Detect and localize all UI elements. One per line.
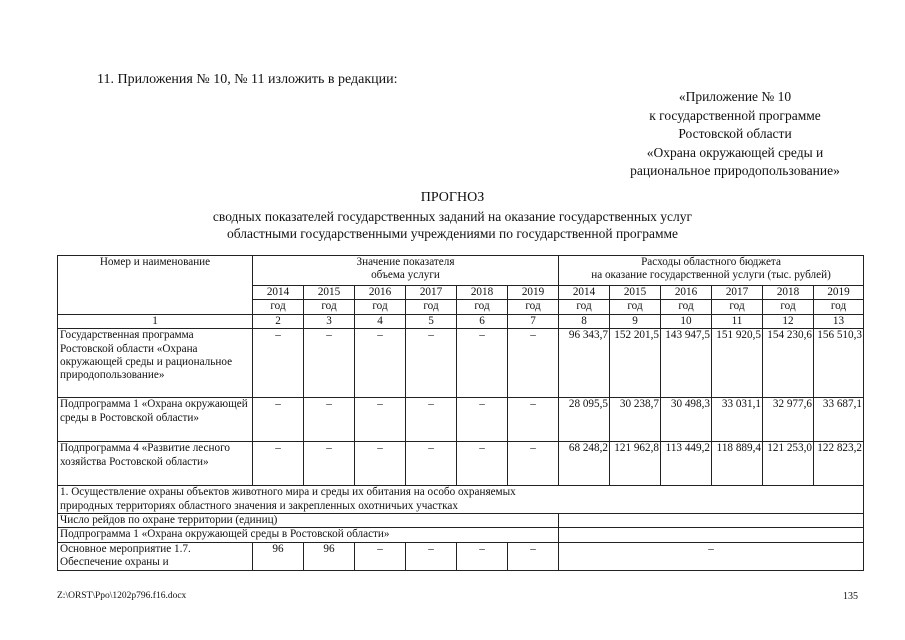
appendix-line: к государственной программе bbox=[649, 107, 821, 123]
value-cell: – bbox=[355, 442, 406, 486]
header-name-cell: Номер и наименование bbox=[58, 256, 253, 315]
column-number-cell: 12 bbox=[763, 314, 814, 328]
column-number-row bbox=[58, 314, 864, 328]
header-row bbox=[58, 256, 864, 286]
year-cell: 2014 bbox=[253, 286, 304, 300]
year-word-cell: год bbox=[253, 300, 304, 314]
value-cell: – bbox=[406, 398, 457, 442]
value-cell: – bbox=[508, 329, 559, 398]
intro-text: 11. Приложения № 10, № 11 изложить в редакции: bbox=[97, 72, 398, 87]
value-cell: 96 bbox=[253, 542, 304, 570]
indicator-row bbox=[58, 514, 864, 528]
budget-cell: 30 498,3 bbox=[661, 398, 712, 442]
value-cell: – bbox=[508, 542, 559, 570]
column-number-cell: 9 bbox=[610, 314, 661, 328]
year-word-cell: год bbox=[661, 300, 712, 314]
subprogram-row bbox=[58, 528, 864, 542]
year-cell: 2015 bbox=[304, 286, 355, 300]
budget-cell: 96 343,7 bbox=[559, 329, 610, 398]
header-budget-line: на оказание государственной услуги (тыс. рублей) bbox=[591, 269, 831, 282]
column-number-cell: 5 bbox=[406, 314, 457, 328]
column-number-cell: 7 bbox=[508, 314, 559, 328]
value-cell: – bbox=[253, 442, 304, 486]
row-name-cell: Государственная программа Ростовской области «Охрана окружающей среды и рациональное природопользование» bbox=[58, 329, 253, 398]
budget-cell: 113 449,2 bbox=[661, 442, 712, 486]
value-cell: – bbox=[304, 329, 355, 398]
page-number: 135 bbox=[843, 591, 858, 602]
year-cell: 2014 bbox=[559, 286, 610, 300]
column-number-cell: 1 bbox=[58, 314, 253, 328]
header-value-line: Значение показателя bbox=[356, 256, 455, 268]
column-number-cell: 8 bbox=[559, 314, 610, 328]
service-title-line: природных территориях областного значения и закрепленных охотничьих участках bbox=[60, 499, 458, 512]
table-row bbox=[58, 398, 864, 442]
appendix-line: «Охрана окружающей среды и bbox=[646, 144, 824, 160]
subprogram-empty-cell bbox=[559, 528, 864, 542]
header-budget-cell bbox=[559, 256, 864, 286]
year-cell: 2015 bbox=[610, 286, 661, 300]
appendix-line: «Приложение № 10 bbox=[678, 89, 792, 104]
value-cell: – bbox=[253, 329, 304, 398]
value-cell: 96 bbox=[304, 542, 355, 570]
column-number-cell: 4 bbox=[355, 314, 406, 328]
budget-cell: 156 510,3 bbox=[814, 329, 864, 398]
value-cell: – bbox=[406, 542, 457, 570]
value-cell: – bbox=[508, 442, 559, 486]
budget-cell: 122 823,2 bbox=[814, 442, 864, 486]
budget-cell: 28 095,5 bbox=[559, 398, 610, 442]
column-number-cell: 3 bbox=[304, 314, 355, 328]
value-cell: – bbox=[406, 442, 457, 486]
budget-cell: 121 253,0 bbox=[763, 442, 814, 486]
budget-cell: 118 889,4 bbox=[712, 442, 763, 486]
appendix-line: Ростовской области bbox=[678, 126, 792, 141]
value-cell: – bbox=[457, 329, 508, 398]
appendix-heading bbox=[600, 88, 870, 181]
indicator-cell: Число рейдов по охране территории (единиц) bbox=[58, 514, 559, 528]
year-word-cell: год bbox=[559, 300, 610, 314]
year-word-cell: год bbox=[508, 300, 559, 314]
table-row bbox=[58, 542, 864, 570]
subtitle-line: сводных показателей государственных заданий на оказание государственных услуг bbox=[212, 209, 693, 224]
year-cell: 2016 bbox=[661, 286, 712, 300]
value-cell: – bbox=[304, 442, 355, 486]
footer-file-path: Z:\ORST\Ppo\1202p796.f16.docx bbox=[57, 591, 187, 601]
column-number-cell: 11 bbox=[712, 314, 763, 328]
year-cell: 2019 bbox=[508, 286, 559, 300]
year-word-cell: год bbox=[763, 300, 814, 314]
header-value-cell bbox=[253, 256, 559, 286]
year-cell: 2016 bbox=[355, 286, 406, 300]
table-row bbox=[58, 442, 864, 486]
value-cell: – bbox=[253, 398, 304, 442]
budget-cell: 68 248,2 bbox=[559, 442, 610, 486]
column-number-cell: 13 bbox=[814, 314, 864, 328]
value-cell: – bbox=[355, 329, 406, 398]
year-word-cell: год bbox=[712, 300, 763, 314]
year-cell: 2017 bbox=[712, 286, 763, 300]
row-name-cell: Подпрограмма 1 «Охрана окружающей среды в Ростовской области» bbox=[58, 398, 253, 442]
year-word-cell: год bbox=[814, 300, 864, 314]
year-word-cell: год bbox=[610, 300, 661, 314]
value-cell: – bbox=[457, 542, 508, 570]
value-cell: – bbox=[355, 398, 406, 442]
year-word-cell: год bbox=[457, 300, 508, 314]
subtitle-line: областными государственными учреждениями по государственной программе bbox=[226, 226, 679, 241]
year-cell: 2017 bbox=[406, 286, 457, 300]
budget-cell: 33 031,1 bbox=[712, 398, 763, 442]
table-row bbox=[58, 329, 864, 398]
budget-cell: 154 230,6 bbox=[763, 329, 814, 398]
header-budget-line: Расходы областного бюджета bbox=[641, 256, 781, 268]
row-name-cell: Подпрограмма 4 «Развитие лесного хозяйства Ростовской области» bbox=[58, 442, 253, 486]
forecast-table bbox=[57, 255, 864, 571]
budget-cell: 152 201,5 bbox=[610, 329, 661, 398]
value-cell: – bbox=[355, 542, 406, 570]
document-subtitle bbox=[0, 208, 905, 242]
budget-cell: 143 947,5 bbox=[661, 329, 712, 398]
service-title-cell bbox=[58, 486, 864, 514]
year-word-cell: год bbox=[406, 300, 457, 314]
value-cell: – bbox=[304, 398, 355, 442]
subprogram-cell: Подпрограмма 1 «Охрана окружающей среды в Ростовской области» bbox=[58, 528, 559, 542]
value-cell: – bbox=[406, 329, 457, 398]
service-title-line: 1. Осуществление охраны объектов животного мира и среды их обитания на особо охраняемых bbox=[60, 486, 516, 499]
row-name-cell: Основное мероприятие 1.7. Обеспечение охраны и bbox=[58, 542, 253, 570]
year-cell: 2018 bbox=[457, 286, 508, 300]
service-title-row bbox=[58, 486, 864, 514]
column-number-cell: 2 bbox=[253, 314, 304, 328]
value-cell: – bbox=[508, 398, 559, 442]
budget-cell: 30 238,7 bbox=[610, 398, 661, 442]
budget-cell: 32 977,6 bbox=[763, 398, 814, 442]
appendix-line: рациональное природопользование» bbox=[630, 163, 840, 178]
value-cell: – bbox=[457, 398, 508, 442]
year-word-cell: год bbox=[304, 300, 355, 314]
value-cell: – bbox=[457, 442, 508, 486]
budget-cell: 151 920,5 bbox=[712, 329, 763, 398]
budget-cell: 33 687,1 bbox=[814, 398, 864, 442]
column-number-cell: 10 bbox=[661, 314, 712, 328]
year-word-cell: год bbox=[355, 300, 406, 314]
year-cell: 2019 bbox=[814, 286, 864, 300]
indicator-empty-cell bbox=[559, 514, 864, 528]
header-value-line: объема услуги bbox=[371, 269, 440, 282]
column-number-cell: 6 bbox=[457, 314, 508, 328]
document-title: ПРОГНОЗ bbox=[420, 190, 485, 205]
budget-merged-cell: – bbox=[559, 542, 864, 570]
year-cell: 2018 bbox=[763, 286, 814, 300]
budget-cell: 121 962,8 bbox=[610, 442, 661, 486]
